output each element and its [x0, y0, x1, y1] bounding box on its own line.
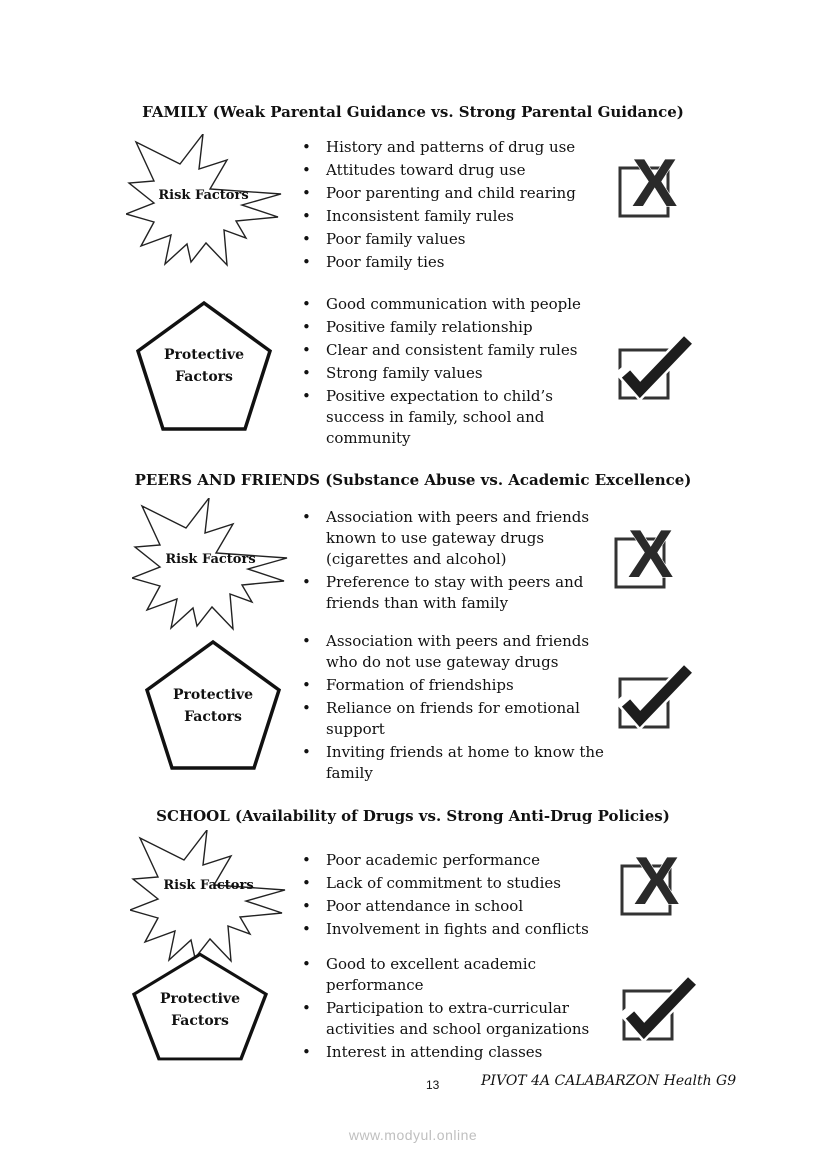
- list-item: • Association with peers and friends known to use gateway drugs (cigarettes and alcohol): [300, 507, 610, 570]
- list-item: • Reliance on friends for emotional support: [300, 698, 610, 740]
- list-item: • Lack of commitment to studies: [300, 873, 610, 894]
- list-item: • Positive expectation to child’s success in family, school and community: [300, 386, 610, 449]
- x-mark-icon: [620, 852, 690, 922]
- page-number: 13: [426, 1078, 440, 1092]
- risk-burst-shape: [130, 830, 290, 965]
- list-item: • Attitudes toward drug use: [300, 160, 610, 181]
- protective-factors-label: [144, 344, 264, 388]
- list-item: • Poor attendance in school: [300, 896, 610, 917]
- protective-label-line2: Factors: [184, 709, 242, 725]
- peers-risk-list: [300, 507, 610, 616]
- check-mark-icon: [618, 334, 698, 404]
- list-item: • Involvement in fights and conflicts: [300, 919, 610, 940]
- risk-factors-label: Risk Factors: [158, 188, 249, 203]
- list-item: • Participation to extra-curricular activities and school organizations: [300, 998, 610, 1040]
- list-item: • Good communication with people: [300, 294, 610, 315]
- check-mark-icon: [618, 663, 698, 733]
- section-heading-school: SCHOOL (Availability of Drugs vs. Strong Anti-Drug Policies): [156, 807, 670, 825]
- x-mark-icon: [614, 525, 684, 595]
- protective-label-line1: Protective: [160, 991, 240, 1007]
- list-item: • Interest in attending classes: [300, 1042, 610, 1063]
- protective-label-line1: Protective: [173, 687, 253, 703]
- list-item: • Inviting friends at home to know the family: [300, 742, 610, 784]
- footer-title: PIVOT 4A CALABARZON Health G9: [481, 1073, 737, 1089]
- protective-factors-label: [140, 988, 260, 1032]
- family-protective-list: [300, 294, 610, 451]
- list-item: • Association with peers and friends who do not use gateway drugs: [300, 631, 610, 673]
- list-item: • Clear and consistent family rules: [300, 340, 610, 361]
- list-item: • Poor family values: [300, 229, 610, 250]
- watermark-text: www.modyul.online: [348, 1127, 478, 1143]
- list-item: • Good to excellent academic performance: [300, 954, 610, 996]
- school-protective-list: [300, 954, 610, 1065]
- family-risk-list: [300, 137, 610, 275]
- list-item: • Formation of friendships: [300, 675, 610, 696]
- risk-factors-label: Risk Factors: [163, 878, 254, 893]
- risk-factors-label: Risk Factors: [165, 552, 256, 567]
- list-item: • Preference to stay with peers and friends than with family: [300, 572, 610, 614]
- list-item: • Positive family relationship: [300, 317, 610, 338]
- school-risk-list: [300, 850, 610, 942]
- section-heading-peers: PEERS AND FRIENDS (Substance Abuse vs. Academic Excellence): [134, 471, 692, 489]
- peers-protective-list: [300, 631, 610, 786]
- list-item: • Poor academic performance: [300, 850, 610, 871]
- list-item: • Poor family ties: [300, 252, 610, 273]
- protective-label-line1: Protective: [164, 347, 244, 363]
- list-item: • History and patterns of drug use: [300, 137, 610, 158]
- x-mark-icon: [618, 154, 688, 224]
- list-item: • Poor parenting and child rearing: [300, 183, 610, 204]
- protective-label-line2: Factors: [171, 1013, 229, 1029]
- check-mark-icon: [622, 975, 702, 1045]
- list-item: • Inconsistent family rules: [300, 206, 610, 227]
- list-item: • Strong family values: [300, 363, 610, 384]
- protective-factors-label: [153, 684, 273, 728]
- section-heading-family: FAMILY (Weak Parental Guidance vs. Strong Parental Guidance): [142, 103, 684, 121]
- protective-label-line2: Factors: [175, 369, 233, 385]
